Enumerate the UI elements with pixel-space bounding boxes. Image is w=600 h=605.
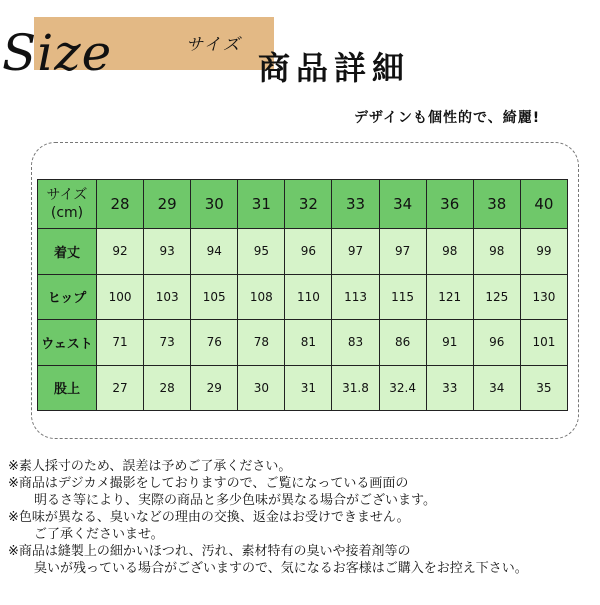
row-label: ヒップ <box>38 274 97 320</box>
table-cell: 97 <box>332 229 379 275</box>
size-kana-title: サイズ <box>186 35 242 55</box>
size-header-cell: 30 <box>191 180 238 229</box>
table-cell: 99 <box>520 229 567 275</box>
table-cell: 81 <box>285 320 332 366</box>
table-cell: 32.4 <box>379 365 426 411</box>
table-cell: 96 <box>285 229 332 275</box>
tagline: デザインも個性的で、綺麗! <box>354 110 541 126</box>
table-cell: 130 <box>520 274 567 320</box>
size-header-cell: 32 <box>285 180 332 229</box>
table-cell: 97 <box>379 229 426 275</box>
table-cell: 115 <box>379 274 426 320</box>
notes <box>8 458 596 577</box>
table-cell: 86 <box>379 320 426 366</box>
size-header-cell: 34 <box>379 180 426 229</box>
table-cell: 105 <box>191 274 238 320</box>
note-line: ※商品はデジカメ撮影をしておりますので、ご覧になっている画面の <box>8 476 409 491</box>
table-cell: 101 <box>520 320 567 366</box>
note-line: ご了承くださいませ。 <box>34 527 164 542</box>
size-header-row <box>38 180 568 229</box>
table-cell: 93 <box>144 229 191 275</box>
table-cell: 31.8 <box>332 365 379 411</box>
table-cell: 121 <box>426 274 473 320</box>
table-cell: 98 <box>473 229 520 275</box>
table-cell: 83 <box>332 320 379 366</box>
table-cell: 30 <box>238 365 285 411</box>
table-row <box>38 274 568 320</box>
table-cell: 110 <box>285 274 332 320</box>
table-cell: 91 <box>426 320 473 366</box>
table-cell: 103 <box>144 274 191 320</box>
table-cell: 100 <box>97 274 144 320</box>
size-corner-label <box>38 180 97 229</box>
corner-label-size: サイズ <box>46 187 88 203</box>
table-cell: 35 <box>520 365 567 411</box>
size-header-cell: 40 <box>520 180 567 229</box>
note-line: ※商品は縫製上の細かいほつれ、汚れ、素材特有の臭いや接着剤等の <box>8 544 411 559</box>
size-table <box>37 179 568 411</box>
table-row <box>38 365 568 411</box>
size-header-cell: 28 <box>97 180 144 229</box>
row-label: 着丈 <box>38 229 97 275</box>
note-line: 明るさ等により、実際の商品と多少色味が異なる場合がございます。 <box>34 493 436 508</box>
size-header-cell: 31 <box>238 180 285 229</box>
size-header-cell: 36 <box>426 180 473 229</box>
size-header-cell: 29 <box>144 180 191 229</box>
table-cell: 71 <box>97 320 144 366</box>
size-header-cell: 38 <box>473 180 520 229</box>
size-header-cell: 33 <box>332 180 379 229</box>
table-cell: 76 <box>191 320 238 366</box>
table-cell: 95 <box>238 229 285 275</box>
corner-label-unit: (cm) <box>50 205 84 221</box>
size-table-body <box>38 180 568 411</box>
table-cell: 33 <box>426 365 473 411</box>
table-cell: 27 <box>97 365 144 411</box>
table-cell: 94 <box>191 229 238 275</box>
table-cell: 78 <box>238 320 285 366</box>
table-cell: 29 <box>191 365 238 411</box>
note-line: ※色味が異なる、臭いなどの理由の交換、返金はお受けできません。 <box>8 510 410 525</box>
table-cell: 125 <box>473 274 520 320</box>
table-cell: 31 <box>285 365 332 411</box>
size-script-title: Size <box>2 24 113 82</box>
table-row <box>38 320 568 366</box>
page-title: 商品詳細 <box>258 49 411 87</box>
table-row <box>38 229 568 275</box>
table-cell: 73 <box>144 320 191 366</box>
table-cell: 108 <box>238 274 285 320</box>
row-label: ウェスト <box>38 320 97 366</box>
table-cell: 28 <box>144 365 191 411</box>
table-cell: 113 <box>332 274 379 320</box>
table-cell: 92 <box>97 229 144 275</box>
table-cell: 34 <box>473 365 520 411</box>
note-line: 臭いが残っている場合がございますので、気になるお客様はご購入をお控え下さい。 <box>34 561 528 576</box>
table-cell: 98 <box>426 229 473 275</box>
table-cell: 96 <box>473 320 520 366</box>
row-label: 股上 <box>38 365 97 411</box>
note-line: ※素人採寸のため、誤差は予めご了承ください。 <box>8 459 292 474</box>
